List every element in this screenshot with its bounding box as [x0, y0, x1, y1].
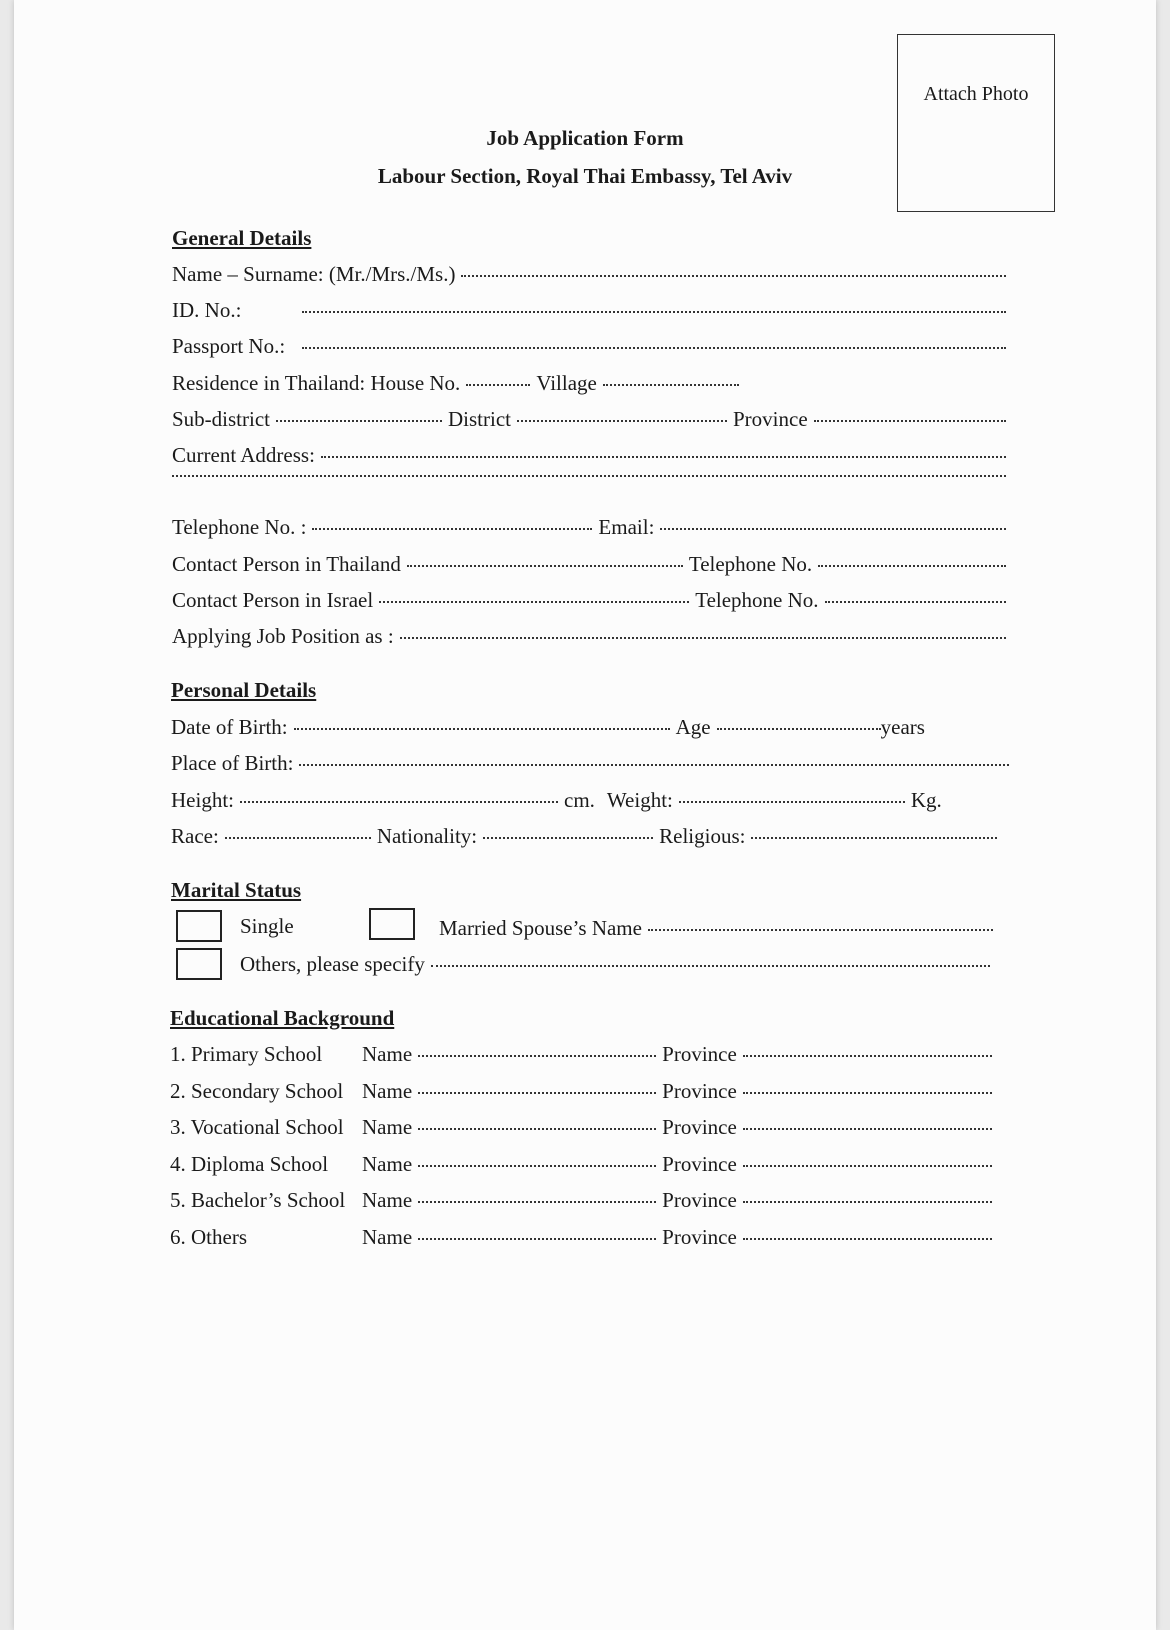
others-row — [240, 952, 996, 980]
pob-row — [171, 751, 1015, 779]
village-label: Village — [536, 371, 597, 395]
contact-thailand-tel-label: Telephone No. — [688, 552, 813, 576]
school-province-field[interactable] — [743, 1092, 992, 1094]
passport-row — [172, 334, 1012, 362]
height-label: Height: — [171, 788, 234, 812]
others-checkbox[interactable] — [176, 948, 222, 980]
school-name-field[interactable] — [418, 1092, 656, 1094]
pob-field[interactable] — [299, 764, 1009, 766]
school-province-label: Province — [662, 1152, 737, 1176]
height-field[interactable] — [240, 801, 558, 803]
school-province-label: Province — [662, 1042, 737, 1066]
school-name-field[interactable] — [418, 1055, 656, 1057]
height-weight-row — [171, 788, 942, 816]
subdistrict-field[interactable] — [276, 420, 442, 422]
form-subtitle: Labour Section, Royal Thai Embassy, Tel Aviv — [377, 164, 793, 188]
name-row — [172, 262, 1012, 290]
province-field[interactable] — [814, 420, 1006, 422]
married-checkbox[interactable] — [369, 908, 415, 940]
school-province-field[interactable] — [743, 1165, 992, 1167]
telephone-email-row — [172, 515, 1012, 543]
id-field[interactable] — [302, 311, 1006, 313]
education-row — [170, 1225, 998, 1253]
school-type-label: 6. Others — [170, 1225, 247, 1249]
religious-field[interactable] — [751, 837, 997, 839]
photo-box-label: Attach Photo — [923, 83, 1029, 105]
married-label: Married Spouse’s Name — [439, 916, 642, 940]
school-province-label: Province — [662, 1115, 737, 1139]
race-label: Race: — [171, 824, 219, 848]
school-name-field[interactable] — [418, 1128, 656, 1130]
married-row — [439, 916, 999, 944]
age-field[interactable] — [717, 728, 881, 730]
others-label: Others, please specify — [240, 952, 425, 976]
contact-thailand-label: Contact Person in Thailand — [172, 552, 401, 576]
school-type-label: 1. Primary School — [170, 1042, 323, 1066]
cm-label: cm. — [564, 788, 595, 812]
education-row — [170, 1042, 998, 1070]
contact-thailand-row — [172, 552, 1012, 580]
single-label: Single — [240, 914, 294, 938]
weight-field[interactable] — [679, 801, 905, 803]
religious-label: Religious: — [659, 824, 746, 848]
school-type-label: 3. Vocational School — [170, 1115, 344, 1139]
subdistrict-label: Sub-district — [172, 407, 270, 431]
subdistrict-row — [172, 407, 1012, 435]
school-name-label: Name — [362, 1115, 413, 1139]
race-row — [171, 824, 1003, 852]
marital-status-heading: Marital Status — [171, 878, 302, 902]
current-address-row — [172, 443, 1012, 471]
dob-row — [171, 715, 925, 743]
current-address-field-line2[interactable] — [172, 475, 1006, 477]
email-label: Email: — [598, 515, 655, 539]
education-row — [170, 1188, 998, 1216]
school-type-label: 2. Secondary School — [170, 1079, 344, 1103]
education-row — [170, 1115, 998, 1143]
school-name-field[interactable] — [418, 1238, 656, 1240]
school-name-label: Name — [362, 1188, 413, 1212]
email-field[interactable] — [660, 528, 1006, 530]
district-field[interactable] — [517, 420, 727, 422]
general-details-heading: General Details — [172, 226, 312, 250]
spouse-name-field[interactable] — [648, 929, 993, 931]
age-label: Age — [675, 715, 711, 739]
education-row — [170, 1152, 998, 1180]
school-name-label: Name — [362, 1225, 413, 1249]
job-position-field[interactable] — [400, 637, 1006, 639]
current-address-label: Current Address: — [172, 443, 315, 467]
contact-israel-tel-label: Telephone No. — [695, 588, 819, 612]
school-name-label: Name — [362, 1042, 413, 1066]
race-field[interactable] — [225, 837, 371, 839]
contact-israel-row — [172, 588, 1012, 616]
village-field[interactable] — [603, 384, 739, 386]
nationality-label: Nationality: — [376, 824, 478, 848]
school-province-label: Province — [662, 1225, 737, 1249]
school-name-label: Name — [362, 1079, 413, 1103]
form-page — [14, 0, 1156, 1630]
district-label: District — [448, 407, 511, 431]
province-label: Province — [733, 407, 808, 431]
contact-israel-label: Contact Person in Israel — [172, 588, 374, 612]
school-province-field[interactable] — [743, 1055, 992, 1057]
telephone-label: Telephone No. : — [172, 515, 307, 539]
nationality-field[interactable] — [483, 837, 653, 839]
educational-background-heading: Educational Background — [170, 1006, 395, 1030]
school-name-label: Name — [362, 1152, 413, 1176]
job-position-label: Applying Job Position as : — [172, 624, 394, 648]
dob-field[interactable] — [294, 728, 670, 730]
years-label: years — [880, 715, 925, 739]
current-address-field[interactable] — [321, 456, 1006, 458]
school-province-field[interactable] — [743, 1238, 992, 1240]
school-type-label: 4. Diploma School — [170, 1152, 329, 1176]
name-label: Name – Surname: (Mr./Mrs./Ms.) — [172, 262, 456, 286]
telephone-field[interactable] — [312, 528, 592, 530]
passport-label: Passport No.: — [172, 334, 286, 358]
form-title: Job Application Form — [486, 126, 684, 150]
pob-label: Place of Birth: — [171, 751, 294, 775]
id-label: ID. No.: — [172, 298, 242, 322]
residence-row — [172, 371, 745, 399]
name-field[interactable] — [461, 275, 1006, 277]
kg-label: Kg. — [910, 788, 942, 812]
single-checkbox[interactable] — [176, 910, 222, 942]
school-name-field[interactable] — [418, 1201, 656, 1203]
school-type-label: 5. Bachelor’s School — [170, 1188, 346, 1212]
personal-details-heading: Personal Details — [171, 678, 317, 702]
id-row — [172, 298, 1012, 326]
dob-label: Date of Birth: — [171, 715, 288, 739]
contact-thailand-tel-field[interactable] — [818, 565, 1006, 567]
current-address-continuation-row — [172, 479, 1012, 507]
weight-label: Weight: — [606, 788, 673, 812]
job-position-row — [172, 624, 1012, 652]
school-province-label: Province — [662, 1079, 737, 1103]
house-no-field[interactable] — [466, 384, 530, 386]
single-row — [240, 914, 294, 942]
passport-field[interactable] — [302, 347, 1006, 349]
school-province-label: Province — [662, 1188, 737, 1212]
contact-thailand-field[interactable] — [407, 565, 683, 567]
residence-label: Residence in Thailand: House No. — [172, 371, 461, 395]
school-province-field[interactable] — [743, 1201, 992, 1203]
education-row — [170, 1079, 998, 1107]
school-name-field[interactable] — [418, 1165, 656, 1167]
others-field[interactable] — [431, 965, 990, 967]
school-province-field[interactable] — [743, 1128, 992, 1130]
contact-israel-field[interactable] — [379, 601, 689, 603]
contact-israel-tel-field[interactable] — [825, 601, 1006, 603]
